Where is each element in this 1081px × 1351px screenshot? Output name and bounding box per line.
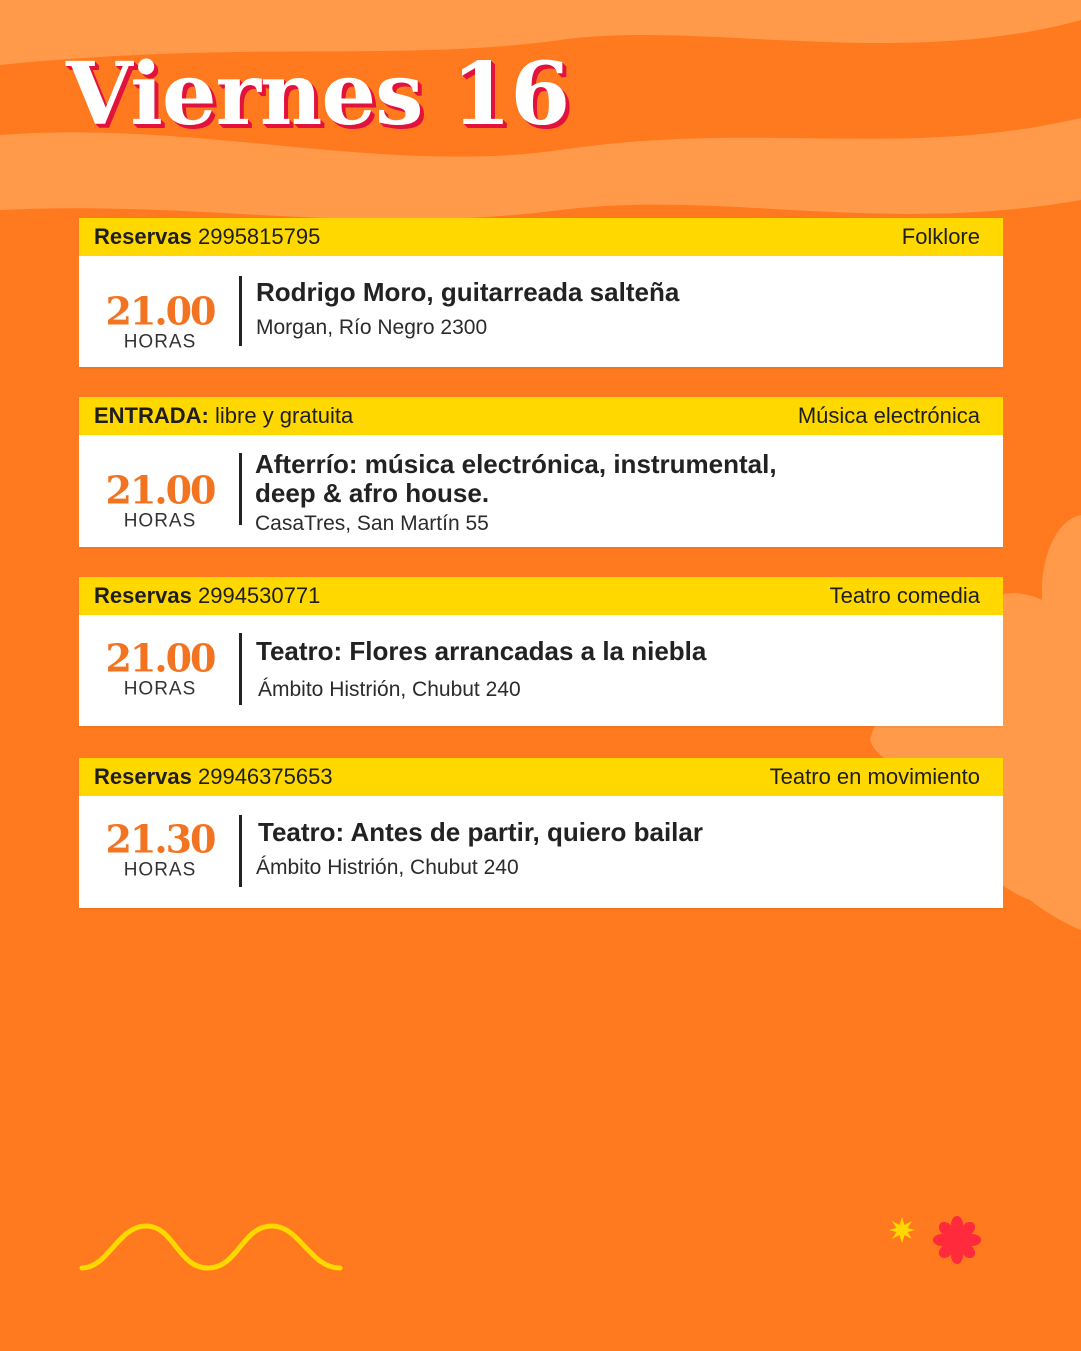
category-label: Teatro comedia bbox=[829, 583, 980, 608]
event-card-2 bbox=[79, 397, 1003, 547]
event-title: Rodrigo Moro, guitarreada salteña bbox=[256, 277, 680, 307]
event-info bbox=[256, 278, 983, 340]
time-unit: HORAS bbox=[123, 859, 197, 881]
event-header bbox=[79, 577, 1003, 615]
category-label: Folklore bbox=[901, 224, 980, 249]
vertical-divider bbox=[239, 815, 242, 887]
reservation-phone: 2995815795 bbox=[191, 224, 321, 249]
event-venue: CasaTres, San Martín 55 bbox=[255, 512, 489, 535]
event-header bbox=[79, 397, 1003, 435]
event-card-4 bbox=[79, 758, 1003, 908]
event-body bbox=[79, 256, 1003, 367]
time-block bbox=[79, 467, 241, 532]
time-unit: HORAS bbox=[123, 510, 197, 532]
time-block bbox=[79, 288, 241, 353]
event-info bbox=[258, 818, 983, 880]
vertical-divider bbox=[239, 276, 242, 346]
event-card-3 bbox=[79, 577, 1003, 726]
category-label: Teatro en movimiento bbox=[769, 764, 980, 789]
event-time: 21.00 bbox=[105, 467, 215, 513]
event-title-line-2: deep & afro house. bbox=[255, 478, 490, 508]
event-venue: Morgan, Río Negro 2300 bbox=[256, 316, 488, 339]
event-header bbox=[79, 758, 1003, 796]
time-block bbox=[79, 635, 241, 700]
reservation-label: Reservas bbox=[94, 583, 192, 608]
event-info bbox=[255, 450, 983, 536]
event-time: 21.30 bbox=[105, 816, 215, 862]
wave-squiggle-icon bbox=[78, 1220, 344, 1276]
reservation-phone: 29946375653 bbox=[191, 764, 333, 789]
reservation-phone: 2994530771 bbox=[191, 583, 321, 608]
event-body bbox=[79, 796, 1003, 908]
flower-icon bbox=[933, 1216, 981, 1264]
time-unit: HORAS bbox=[123, 331, 197, 353]
event-time: 21.00 bbox=[105, 288, 215, 334]
event-info bbox=[256, 637, 983, 702]
event-venue: Ámbito Histrión, Chubut 240 bbox=[258, 678, 521, 701]
reservation-label: Reservas bbox=[94, 224, 192, 249]
event-card-1 bbox=[79, 218, 1003, 367]
sparkle-icon bbox=[888, 1216, 916, 1244]
entry-info bbox=[94, 403, 353, 429]
event-title-line-1: Afterrío: música electrónica, instrumental, bbox=[255, 449, 777, 479]
event-body bbox=[79, 435, 1003, 547]
reservation-info bbox=[94, 224, 320, 250]
event-time: 21.00 bbox=[105, 635, 215, 681]
category-label: Música electrónica bbox=[797, 403, 980, 428]
reservation-label: Reservas bbox=[94, 764, 192, 789]
reservation-info bbox=[94, 764, 333, 790]
reservation-info bbox=[94, 583, 320, 609]
event-header bbox=[79, 218, 1003, 256]
event-body bbox=[79, 615, 1003, 726]
event-venue: Ámbito Histrión, Chubut 240 bbox=[256, 856, 519, 879]
event-title: Teatro: Flores arrancadas a la niebla bbox=[256, 636, 707, 666]
event-title: Teatro: Antes de partir, quiero bailar bbox=[258, 817, 703, 847]
entry-label: ENTRADA: bbox=[94, 403, 209, 428]
page-title: Viernes 16 bbox=[66, 44, 570, 145]
entry-value: libre y gratuita bbox=[208, 403, 354, 428]
vertical-divider bbox=[239, 633, 242, 705]
time-unit: HORAS bbox=[123, 678, 197, 700]
vertical-divider bbox=[239, 453, 242, 525]
time-block bbox=[79, 816, 241, 881]
